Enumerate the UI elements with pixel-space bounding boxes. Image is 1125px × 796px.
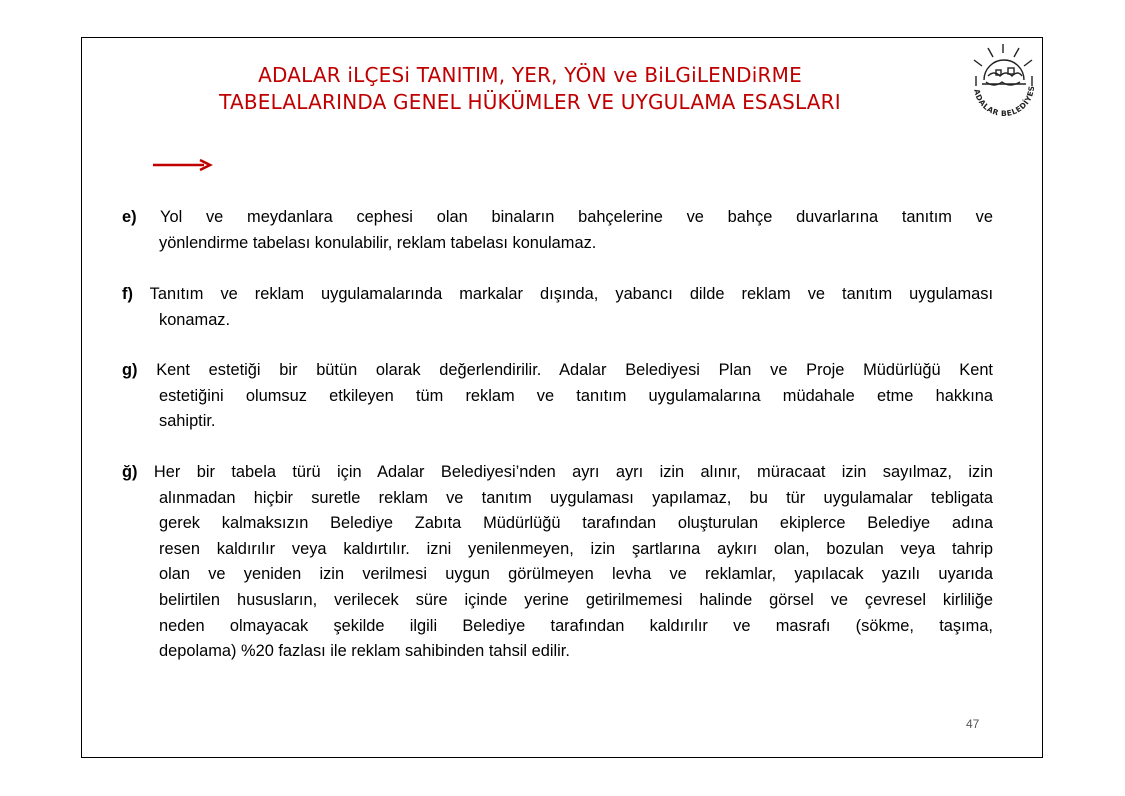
paragraph-text: Her bir tabela türü için Adalar Belediyesi’nden ayrı ayrı izin alınır, müracaat izin sayılmaz, izin [153,463,993,481]
right-arrow-icon [152,157,214,173]
title-line-2: TABELALARINDA GENEL HÜKÜMLER VE UYGULAMA ESASLARI [219,90,841,114]
paragraph-label: f) [122,285,133,303]
paragraph-label: e) [122,208,137,226]
paragraph-line [122,358,993,384]
paragraph-line: estetiğini olumsuz etkileyen tüm reklam ve tanıtım uygulamalarına müdahale etme hakkına [159,386,993,405]
page-number: 47 [966,717,980,731]
paragraph-line [122,282,993,308]
paragraph-f [122,282,993,333]
paragraph-label: g) [122,361,138,379]
paragraph-line: alınmadan hiçbir suretle reklam ve tanıtım uygulaması yapılamaz, bu tür uygulamalar tebligata [159,488,993,507]
paragraph-line: konamaz. [159,310,231,329]
paragraph-line: neden olmayacak şekilde ilgili Belediye tarafından kaldırılır ve masrafı (sökme, taşıma, [159,616,993,635]
paragraph-text: Yol ve meydanlara cephesi olan binaların bahçelerine ve bahçe duvarlarına tanıtım ve [160,208,993,226]
paragraph-label: ğ) [122,463,138,481]
paragraph-line: olan ve yeniden izin verilmesi uygun görülmeyen levha ve reklamlar, yapılacak yazılı uyarıda [159,565,993,584]
paragraph-text: Tanıtım ve reklam uygulamalarında markalar dışında, yabancı dilde reklam ve tanıtım uygulaması [149,285,994,303]
adalar-belediyesi-logo [962,42,1046,122]
title-line-1: ADALAR iLÇESi TANITIM, YER, YÖN ve BiLGiLENDiRME [258,63,802,87]
page-title [130,62,930,116]
paragraph-line: yönlendirme tabelası konulabilir, reklam tabelası konulamaz. [159,233,597,252]
paragraph-g [122,358,993,435]
paragraph-e [122,205,993,256]
paragraph-line: resen kaldırılır veya kaldırtılır. izni yenilenmeyen, izin şartlarına aykırı olan, bozulan veya tahrip [159,539,993,558]
paragraph-line [122,205,993,231]
paragraph-line: sahiptir. [159,412,216,431]
logo-text: ADALAR BELEDİYES [972,85,1037,119]
paragraph-line: belirtilen hususların, verilecek süre içinde yerine getirilmemesi halinde görsel ve çevresel kirliliğe [159,590,993,609]
paragraph-line: depolama) %20 fazlası ile reklam sahibinden tahsil edilir. [159,642,570,661]
paragraph-line: gerek kalmaksızın Belediye Zabıta Müdürlüğü tarafından oluşturulan ekiplerce Belediye adına [159,514,993,533]
paragraph-line [122,460,993,486]
svg-text:ADALAR BELEDİYESİ [962,42,1036,118]
paragraph-text: Kent estetiği bir bütün olarak değerlendirilir. Adalar Belediyesi Plan ve Proje Müdürlüğü Kent [156,361,993,379]
paragraph-g-breve [122,460,993,665]
